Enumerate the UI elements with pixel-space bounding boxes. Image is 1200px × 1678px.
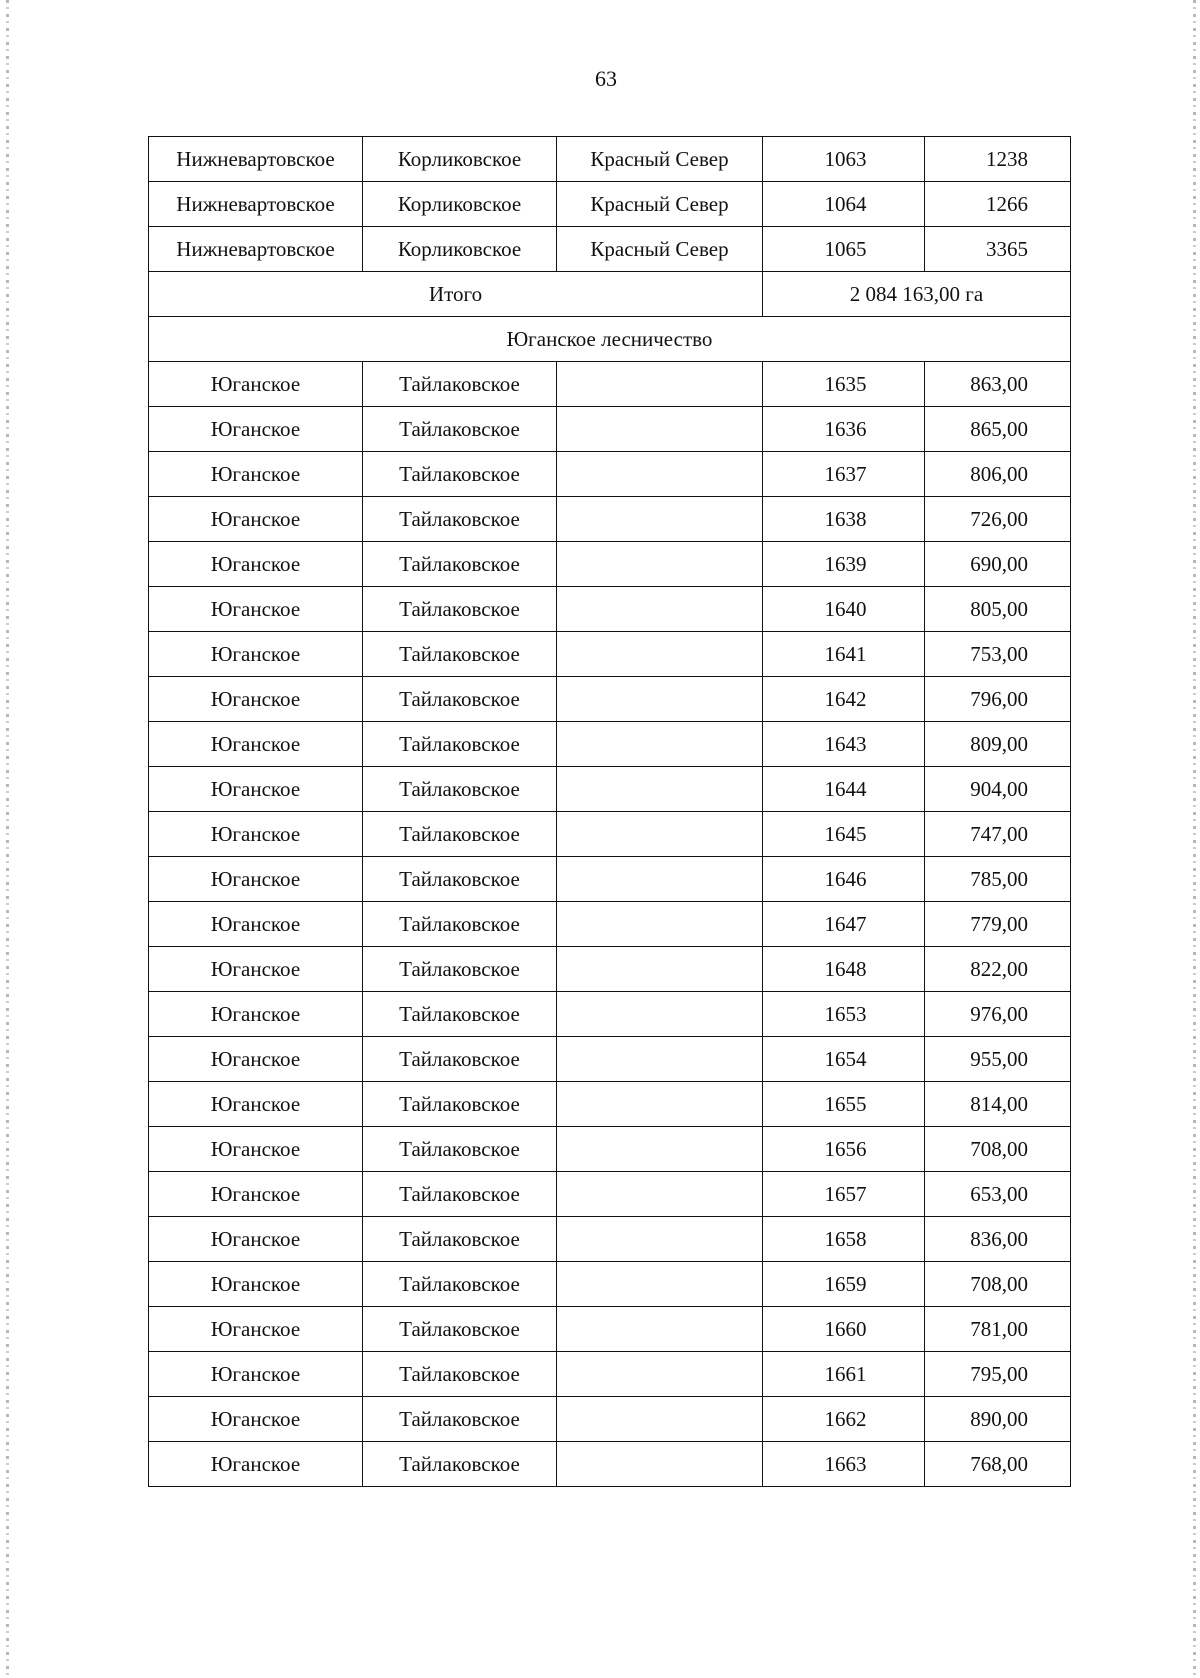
table-row <box>149 812 1071 857</box>
tract-cell <box>557 407 763 452</box>
district-cell: Тайлаковское <box>363 992 557 1037</box>
quarter-cell: 1637 <box>763 452 925 497</box>
tract-cell <box>557 812 763 857</box>
area-cell: 768,00 <box>925 1442 1071 1487</box>
total-value: 2 084 163,00 га <box>763 272 1071 317</box>
area-cell: 708,00 <box>925 1127 1071 1172</box>
area-cell: 1266 <box>925 182 1071 227</box>
area-cell: 753,00 <box>925 632 1071 677</box>
table-row <box>149 137 1071 182</box>
quarter-cell: 1658 <box>763 1217 925 1262</box>
table-row <box>149 407 1071 452</box>
area-cell: 781,00 <box>925 1307 1071 1352</box>
tract-cell <box>557 992 763 1037</box>
quarter-cell: 1638 <box>763 497 925 542</box>
district-cell: Тайлаковское <box>363 1442 557 1487</box>
tract-cell <box>557 1127 763 1172</box>
district-cell: Тайлаковское <box>363 767 557 812</box>
table-row <box>149 227 1071 272</box>
table-row <box>149 1352 1071 1397</box>
quarter-cell: 1644 <box>763 767 925 812</box>
table-row <box>149 1307 1071 1352</box>
tract-cell <box>557 677 763 722</box>
forestry-cell: Юганское <box>149 677 363 722</box>
total-label: Итого <box>149 272 763 317</box>
forestry-cell: Юганское <box>149 452 363 497</box>
district-cell: Тайлаковское <box>363 1127 557 1172</box>
quarter-cell: 1063 <box>763 137 925 182</box>
district-cell: Тайлаковское <box>363 677 557 722</box>
district-cell: Тайлаковское <box>363 407 557 452</box>
scan-edge-left <box>6 0 9 1678</box>
quarter-cell: 1636 <box>763 407 925 452</box>
section-title: Юганское лесничество <box>149 317 1071 362</box>
forestry-cell: Юганское <box>149 1307 363 1352</box>
quarter-cell: 1659 <box>763 1262 925 1307</box>
forestry-cell: Юганское <box>149 1037 363 1082</box>
area-cell: 690,00 <box>925 542 1071 587</box>
table-row <box>149 1082 1071 1127</box>
quarter-cell: 1639 <box>763 542 925 587</box>
area-cell: 653,00 <box>925 1172 1071 1217</box>
tract-cell <box>557 947 763 992</box>
district-cell: Тайлаковское <box>363 1307 557 1352</box>
district-cell: Тайлаковское <box>363 947 557 992</box>
table-row <box>149 587 1071 632</box>
district-cell: Тайлаковское <box>363 1172 557 1217</box>
tract-cell <box>557 1397 763 1442</box>
quarter-cell: 1646 <box>763 857 925 902</box>
forestry-cell: Юганское <box>149 587 363 632</box>
area-cell: 796,00 <box>925 677 1071 722</box>
district-cell: Тайлаковское <box>363 722 557 767</box>
tract-cell <box>557 452 763 497</box>
forestry-cell: Юганское <box>149 947 363 992</box>
quarter-cell: 1662 <box>763 1397 925 1442</box>
forestry-cell: Юганское <box>149 1127 363 1172</box>
table-row <box>149 1127 1071 1172</box>
area-cell: 863,00 <box>925 362 1071 407</box>
district-cell: Тайлаковское <box>363 1217 557 1262</box>
total-row <box>149 272 1071 317</box>
forestry-cell: Нижневартовское <box>149 227 363 272</box>
tract-cell <box>557 902 763 947</box>
tract-cell <box>557 632 763 677</box>
table-row <box>149 1217 1071 1262</box>
district-cell: Тайлаковское <box>363 812 557 857</box>
area-cell: 814,00 <box>925 1082 1071 1127</box>
forestry-cell: Юганское <box>149 812 363 857</box>
forestry-cell: Нижневартовское <box>149 182 363 227</box>
district-cell: Корликовское <box>363 227 557 272</box>
district-cell: Тайлаковское <box>363 632 557 677</box>
quarter-cell: 1645 <box>763 812 925 857</box>
forestry-cell: Юганское <box>149 497 363 542</box>
forestry-cell: Юганское <box>149 1262 363 1307</box>
tract-cell <box>557 857 763 902</box>
district-cell: Тайлаковское <box>363 1262 557 1307</box>
forestry-cell: Юганское <box>149 1352 363 1397</box>
table-row <box>149 452 1071 497</box>
district-cell: Тайлаковское <box>363 542 557 587</box>
area-cell: 955,00 <box>925 1037 1071 1082</box>
forestry-cell: Юганское <box>149 632 363 677</box>
district-cell: Тайлаковское <box>363 1082 557 1127</box>
section-row <box>149 317 1071 362</box>
district-cell: Тайлаковское <box>363 857 557 902</box>
tract-cell <box>557 587 763 632</box>
area-cell: 726,00 <box>925 497 1071 542</box>
forest-quarters-table <box>148 136 1071 1487</box>
forestry-cell: Юганское <box>149 1082 363 1127</box>
district-cell: Корликовское <box>363 137 557 182</box>
area-cell: 890,00 <box>925 1397 1071 1442</box>
tract-cell <box>557 767 763 812</box>
table-row <box>149 992 1071 1037</box>
tract-cell <box>557 542 763 587</box>
area-cell: 809,00 <box>925 722 1071 767</box>
page-number: 63 <box>595 66 617 91</box>
quarter-cell: 1660 <box>763 1307 925 1352</box>
district-cell: Тайлаковское <box>363 362 557 407</box>
table-row <box>149 632 1071 677</box>
quarter-cell: 1065 <box>763 227 925 272</box>
district-cell: Корликовское <box>363 182 557 227</box>
district-cell: Тайлаковское <box>363 452 557 497</box>
tract-cell <box>557 1082 763 1127</box>
quarter-cell: 1643 <box>763 722 925 767</box>
forestry-cell: Юганское <box>149 1442 363 1487</box>
area-cell: 785,00 <box>925 857 1071 902</box>
table-row <box>149 857 1071 902</box>
area-cell: 976,00 <box>925 992 1071 1037</box>
tract-cell <box>557 1442 763 1487</box>
quarter-cell: 1648 <box>763 947 925 992</box>
scan-edge-right <box>1193 0 1196 1678</box>
area-cell: 1238 <box>925 137 1071 182</box>
tract-cell: Красный Север <box>557 137 763 182</box>
district-cell: Тайлаковское <box>363 587 557 632</box>
area-cell: 795,00 <box>925 1352 1071 1397</box>
table-row <box>149 767 1071 812</box>
area-cell: 904,00 <box>925 767 1071 812</box>
table-row <box>149 362 1071 407</box>
quarter-cell: 1642 <box>763 677 925 722</box>
tract-cell <box>557 362 763 407</box>
quarter-cell: 1647 <box>763 902 925 947</box>
area-cell: 805,00 <box>925 587 1071 632</box>
table-row <box>149 1262 1071 1307</box>
quarter-cell: 1640 <box>763 587 925 632</box>
area-cell: 3365 <box>925 227 1071 272</box>
tract-cell <box>557 1217 763 1262</box>
quarter-cell: 1635 <box>763 362 925 407</box>
area-cell: 865,00 <box>925 407 1071 452</box>
table-row <box>149 497 1071 542</box>
quarter-cell: 1064 <box>763 182 925 227</box>
area-cell: 806,00 <box>925 452 1071 497</box>
forestry-cell: Юганское <box>149 407 363 452</box>
forestry-cell: Юганское <box>149 1397 363 1442</box>
forestry-cell: Юганское <box>149 542 363 587</box>
area-cell: 747,00 <box>925 812 1071 857</box>
forestry-cell: Юганское <box>149 722 363 767</box>
table-row <box>149 1397 1071 1442</box>
district-cell: Тайлаковское <box>363 497 557 542</box>
quarter-cell: 1655 <box>763 1082 925 1127</box>
tract-cell: Красный Север <box>557 182 763 227</box>
table-row <box>149 722 1071 767</box>
table-row <box>149 542 1071 587</box>
area-cell: 779,00 <box>925 902 1071 947</box>
district-cell: Тайлаковское <box>363 902 557 947</box>
area-cell: 836,00 <box>925 1217 1071 1262</box>
quarter-cell: 1653 <box>763 992 925 1037</box>
tract-cell <box>557 497 763 542</box>
table-row <box>149 677 1071 722</box>
table-row <box>149 947 1071 992</box>
district-cell: Тайлаковское <box>363 1037 557 1082</box>
quarter-cell: 1663 <box>763 1442 925 1487</box>
forestry-cell: Юганское <box>149 1172 363 1217</box>
table-row <box>149 902 1071 947</box>
table-row <box>149 1172 1071 1217</box>
table-body <box>149 137 1071 1487</box>
district-cell: Тайлаковское <box>363 1397 557 1442</box>
quarter-cell: 1661 <box>763 1352 925 1397</box>
forestry-cell: Юганское <box>149 1217 363 1262</box>
area-cell: 708,00 <box>925 1262 1071 1307</box>
forestry-cell: Юганское <box>149 992 363 1037</box>
forestry-cell: Юганское <box>149 767 363 812</box>
tract-cell <box>557 1037 763 1082</box>
table-row <box>149 1442 1071 1487</box>
tract-cell: Красный Север <box>557 227 763 272</box>
forestry-cell: Юганское <box>149 362 363 407</box>
table-row <box>149 1037 1071 1082</box>
quarter-cell: 1656 <box>763 1127 925 1172</box>
quarter-cell: 1657 <box>763 1172 925 1217</box>
quarter-cell: 1654 <box>763 1037 925 1082</box>
tract-cell <box>557 1262 763 1307</box>
tract-cell <box>557 1172 763 1217</box>
tract-cell <box>557 1307 763 1352</box>
table-row <box>149 182 1071 227</box>
area-cell: 822,00 <box>925 947 1071 992</box>
tract-cell <box>557 722 763 767</box>
district-cell: Тайлаковское <box>363 1352 557 1397</box>
forestry-cell: Юганское <box>149 857 363 902</box>
tract-cell <box>557 1352 763 1397</box>
forestry-cell: Юганское <box>149 902 363 947</box>
quarter-cell: 1641 <box>763 632 925 677</box>
forestry-cell: Нижневартовское <box>149 137 363 182</box>
